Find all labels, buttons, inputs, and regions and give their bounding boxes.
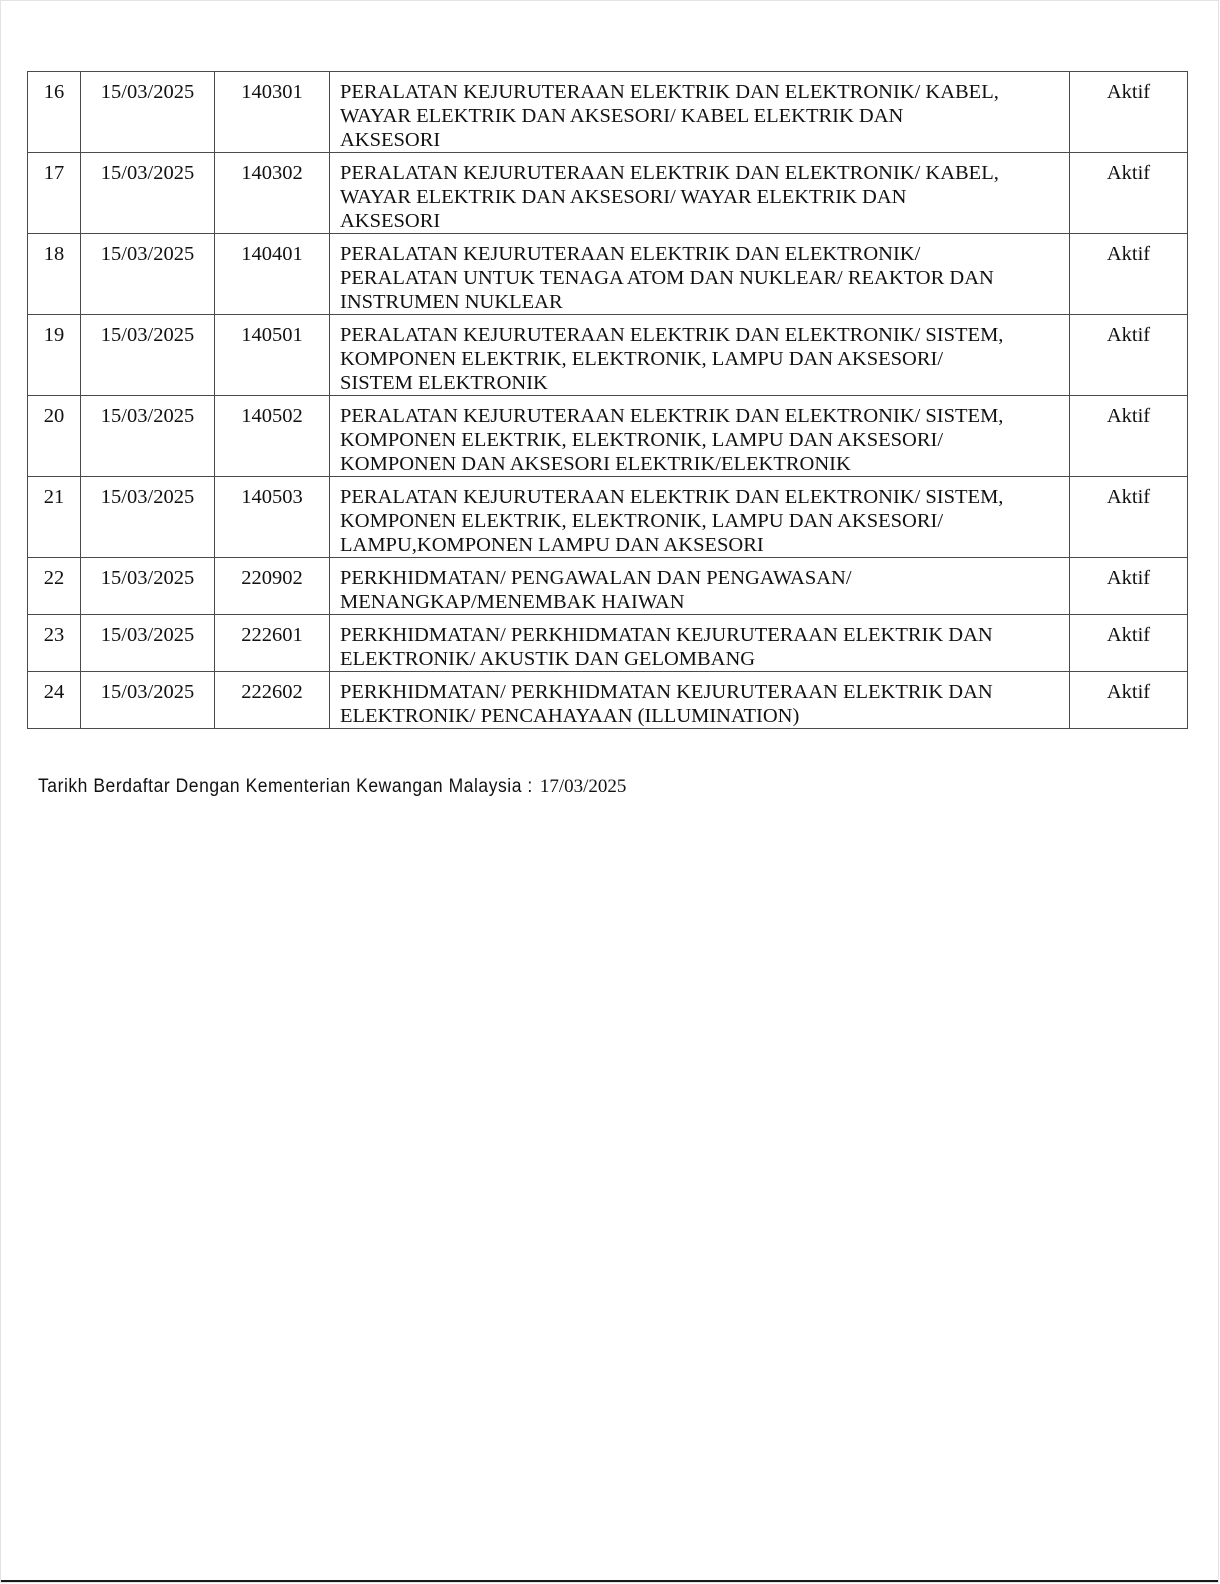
row-number-cell: 18	[28, 234, 81, 315]
date-cell: 15/03/2025	[81, 558, 215, 615]
code-cell: 222601	[215, 615, 330, 672]
description-line: INSTRUMEN NUKLEAR	[340, 291, 563, 313]
description-line: KOMPONEN DAN AKSESORI ELEKTRIK/ELEKTRONIK	[340, 453, 851, 475]
code-cell: 140302	[215, 153, 330, 234]
date-cell: 15/03/2025	[81, 72, 215, 153]
status-cell: Aktif	[1070, 396, 1188, 477]
table-row	[28, 477, 1188, 558]
row-number-cell: 19	[28, 315, 81, 396]
description-line: PERKHIDMATAN/ PERKHIDMATAN KEJURUTERAAN ELEKTRIK DAN	[340, 624, 993, 646]
status-cell: Aktif	[1070, 672, 1188, 729]
date-cell: 15/03/2025	[81, 396, 215, 477]
description-line: PERALATAN KEJURUTERAAN ELEKTRIK DAN ELEKTRONIK/ SISTEM,	[340, 324, 1004, 346]
code-cell: 140401	[215, 234, 330, 315]
registration-table-body	[28, 72, 1188, 729]
description-line: ELEKTRONIK/ PENCAHAYAAN (ILLUMINATION)	[340, 705, 800, 727]
row-number-cell: 22	[28, 558, 81, 615]
code-cell: 140501	[215, 315, 330, 396]
description-line: LAMPU,KOMPONEN LAMPU DAN AKSESORI	[340, 534, 764, 556]
description-line: PERALATAN KEJURUTERAAN ELEKTRIK DAN ELEKTRONIK/ SISTEM,	[340, 405, 1004, 427]
description-line: PERKHIDMATAN/ PENGAWALAN DAN PENGAWASAN/	[340, 567, 852, 589]
row-number-cell: 16	[28, 72, 81, 153]
status-cell: Aktif	[1070, 477, 1188, 558]
description-line: PERALATAN KEJURUTERAAN ELEKTRIK DAN ELEKTRONIK/ KABEL,	[340, 81, 999, 103]
date-cell: 15/03/2025	[81, 234, 215, 315]
description-line: PERALATAN KEJURUTERAAN ELEKTRIK DAN ELEKTRONIK/	[340, 243, 921, 265]
description-line: KOMPONEN ELEKTRIK, ELEKTRONIK, LAMPU DAN AKSESORI/	[340, 429, 944, 451]
description-cell	[330, 72, 1070, 153]
table-row	[28, 315, 1188, 396]
code-cell: 140503	[215, 477, 330, 558]
description-line: AKSESORI	[340, 129, 441, 151]
row-number-cell: 24	[28, 672, 81, 729]
table-row	[28, 672, 1188, 729]
table-row	[28, 153, 1188, 234]
description-cell	[330, 315, 1070, 396]
registration-table	[27, 71, 1188, 729]
description-line: PERALATAN KEJURUTERAAN ELEKTRIK DAN ELEKTRONIK/ KABEL,	[340, 162, 999, 184]
description-cell	[330, 558, 1070, 615]
row-number-cell: 17	[28, 153, 81, 234]
registration-date-label: Tarikh Berdaftar Dengan Kementerian Kewangan Malaysia :	[38, 776, 533, 797]
description-line: PERKHIDMATAN/ PERKHIDMATAN KEJURUTERAAN ELEKTRIK DAN	[340, 681, 993, 703]
description-line: WAYAR ELEKTRIK DAN AKSESORI/ KABEL ELEKTRIK DAN	[340, 105, 904, 127]
code-cell: 222602	[215, 672, 330, 729]
description-cell	[330, 477, 1070, 558]
description-line: KOMPONEN ELEKTRIK, ELEKTRONIK, LAMPU DAN AKSESORI/	[340, 348, 944, 370]
description-cell	[330, 234, 1070, 315]
registration-date-line	[38, 776, 626, 798]
description-cell	[330, 615, 1070, 672]
description-line: MENANGKAP/MENEMBAK HAIWAN	[340, 591, 685, 613]
description-cell	[330, 153, 1070, 234]
table-row	[28, 396, 1188, 477]
code-cell: 140301	[215, 72, 330, 153]
description-cell	[330, 396, 1070, 477]
row-number-cell: 23	[28, 615, 81, 672]
description-line: ELEKTRONIK/ AKUSTIK DAN GELOMBANG	[340, 648, 756, 670]
description-cell	[330, 672, 1070, 729]
code-cell: 220902	[215, 558, 330, 615]
date-cell: 15/03/2025	[81, 615, 215, 672]
description-line: PERALATAN UNTUK TENAGA ATOM DAN NUKLEAR/ REAKTOR DAN	[340, 267, 994, 289]
status-cell: Aktif	[1070, 234, 1188, 315]
date-cell: 15/03/2025	[81, 672, 215, 729]
description-line: KOMPONEN ELEKTRIK, ELEKTRONIK, LAMPU DAN AKSESORI/	[340, 510, 944, 532]
date-cell: 15/03/2025	[81, 153, 215, 234]
status-cell: Aktif	[1070, 153, 1188, 234]
description-line: SISTEM ELEKTRONIK	[340, 372, 548, 394]
date-cell: 15/03/2025	[81, 315, 215, 396]
table-row	[28, 234, 1188, 315]
registration-date-value: 17/03/2025	[539, 776, 627, 797]
status-cell: Aktif	[1070, 72, 1188, 153]
page-bottom-rule	[1, 1580, 1218, 1582]
date-cell: 15/03/2025	[81, 477, 215, 558]
code-cell: 140502	[215, 396, 330, 477]
row-number-cell: 20	[28, 396, 81, 477]
description-line: WAYAR ELEKTRIK DAN AKSESORI/ WAYAR ELEKTRIK DAN	[340, 186, 907, 208]
description-line: AKSESORI	[340, 210, 441, 232]
status-cell: Aktif	[1070, 315, 1188, 396]
row-number-cell: 21	[28, 477, 81, 558]
table-row	[28, 615, 1188, 672]
description-line: PERALATAN KEJURUTERAAN ELEKTRIK DAN ELEKTRONIK/ SISTEM,	[340, 486, 1004, 508]
table-row	[28, 558, 1188, 615]
table-row	[28, 72, 1188, 153]
status-cell: Aktif	[1070, 615, 1188, 672]
status-cell: Aktif	[1070, 558, 1188, 615]
